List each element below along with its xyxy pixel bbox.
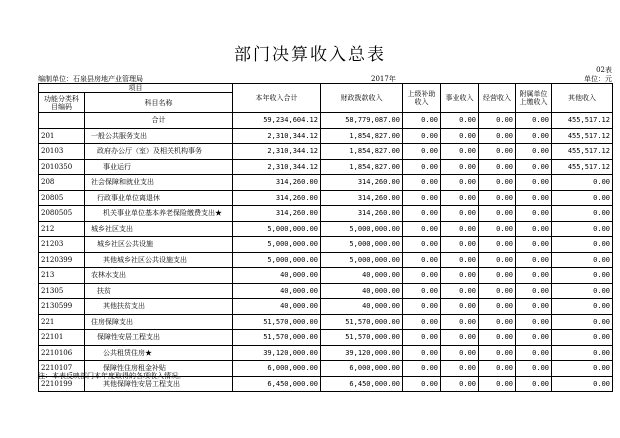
cell-superior: 0.00 <box>403 190 441 206</box>
cell-total: 5,000,000.00 <box>233 221 321 237</box>
cell-total: 6,450,000.00 <box>233 376 321 392</box>
cell-fiscal: 1,854,827.00 <box>321 128 403 144</box>
cell-name: 其他保障性安居工程支出 <box>85 376 233 392</box>
cell-fiscal: 314,260.00 <box>321 206 403 222</box>
cell-operating: 0.00 <box>479 376 516 392</box>
cell-business: 0.00 <box>441 190 479 206</box>
organization-label: 编制单位：石泉县房地产业管理局 <box>38 75 143 83</box>
cell-operating: 0.00 <box>479 206 516 222</box>
cell-total: 314,260.00 <box>233 206 321 222</box>
cell-fiscal: 5,000,000.00 <box>321 237 403 253</box>
cell-operating: 0.00 <box>479 128 516 144</box>
cell-fiscal: 1,854,827.00 <box>321 159 403 175</box>
cell-operating: 0.00 <box>479 283 516 299</box>
cell-business: 0.00 <box>441 268 479 284</box>
cell-other: 455,517.12 <box>552 159 613 175</box>
cell-name: 机关事业单位基本养老保险缴费支出★ <box>85 206 233 222</box>
cell-total: 40,000.00 <box>233 299 321 315</box>
cell-name: 城乡社区公共设施 <box>85 237 233 253</box>
cell-affiliated: 0.00 <box>516 113 552 129</box>
table-row <box>39 314 613 330</box>
header-business: 事业收入 <box>441 84 479 113</box>
cell-fiscal: 314,260.00 <box>321 175 403 191</box>
table-row <box>39 221 613 237</box>
table-row <box>39 206 613 222</box>
cell-total: 314,260.00 <box>233 190 321 206</box>
cell-superior: 0.00 <box>403 128 441 144</box>
cell-business: 0.00 <box>441 283 479 299</box>
cell-affiliated: 0.00 <box>516 376 552 392</box>
cell-other: 0.00 <box>552 376 613 392</box>
cell-other: 0.00 <box>552 268 613 284</box>
cell-code: 2130599 <box>39 299 85 315</box>
cell-fiscal: 6,450,000.00 <box>321 376 403 392</box>
cell-other: 0.00 <box>552 314 613 330</box>
cell-code: 212 <box>39 221 85 237</box>
cell-fiscal: 40,000.00 <box>321 268 403 284</box>
cell-affiliated: 0.00 <box>516 252 552 268</box>
cell-total: 40,000.00 <box>233 268 321 284</box>
cell-name: 其他城乡社区公共设施支出 <box>85 252 233 268</box>
cell-name: 政府办公厅（室）及相关机构事务 <box>85 144 233 160</box>
cell-fiscal: 314,260.00 <box>321 190 403 206</box>
cell-code: 20103 <box>39 144 85 160</box>
currency-unit-label: 单位：元 <box>584 75 612 83</box>
cell-total: 2,310,344.12 <box>233 144 321 160</box>
cell-total: 51,570,000.00 <box>233 330 321 346</box>
cell-total: 314,260.00 <box>233 175 321 191</box>
header-project: 项目 <box>39 84 233 93</box>
cell-total: 40,000.00 <box>233 283 321 299</box>
cell-code: 2010350 <box>39 159 85 175</box>
cell-operating: 0.00 <box>479 237 516 253</box>
cell-superior: 0.00 <box>403 283 441 299</box>
cell-other: 0.00 <box>552 299 613 315</box>
cell-superior: 0.00 <box>403 314 441 330</box>
cell-code: 21203 <box>39 237 85 253</box>
cell-business: 0.00 <box>441 113 479 129</box>
cell-business: 0.00 <box>441 159 479 175</box>
cell-name: 行政事业单位离退休 <box>85 190 233 206</box>
cell-operating: 0.00 <box>479 314 516 330</box>
cell-fiscal: 39,120,000.00 <box>321 345 403 361</box>
table-row <box>39 237 613 253</box>
cell-total: 59,234,604.12 <box>233 113 321 129</box>
cell-code: 208 <box>39 175 85 191</box>
footnote: 注：本表反映部门本年度取得的各项收入情况。 <box>38 372 185 380</box>
cell-total: 6,000,000.00 <box>233 361 321 377</box>
cell-name: 社会保障和就业支出 <box>85 175 233 191</box>
header-affiliated: 附属单位上缴收入 <box>516 84 552 113</box>
table-row <box>39 144 613 160</box>
cell-other: 0.00 <box>552 252 613 268</box>
cell-fiscal: 58,779,087.00 <box>321 113 403 129</box>
cell-total: 5,000,000.00 <box>233 252 321 268</box>
cell-affiliated: 0.00 <box>516 345 552 361</box>
year-label: 2017年 <box>371 75 396 83</box>
cell-superior: 0.00 <box>403 345 441 361</box>
cell-name: 城乡社区支出 <box>85 221 233 237</box>
cell-code <box>39 113 85 129</box>
header-code: 功能分类科目编码 <box>39 93 85 113</box>
cell-affiliated: 0.00 <box>516 206 552 222</box>
cell-business: 0.00 <box>441 345 479 361</box>
cell-superior: 0.00 <box>403 221 441 237</box>
cell-business: 0.00 <box>441 314 479 330</box>
cell-code: 21305 <box>39 283 85 299</box>
cell-business: 0.00 <box>441 252 479 268</box>
cell-superior: 0.00 <box>403 376 441 392</box>
cell-affiliated: 0.00 <box>516 299 552 315</box>
page-title: 部门决算收入总表 <box>234 45 386 65</box>
cell-name: 住房保障支出 <box>85 314 233 330</box>
cell-name: 保障性安居工程支出 <box>85 330 233 346</box>
form-number: 02表 <box>596 66 612 74</box>
cell-other: 0.00 <box>552 221 613 237</box>
cell-other: 0.00 <box>552 283 613 299</box>
cell-affiliated: 0.00 <box>516 221 552 237</box>
cell-operating: 0.00 <box>479 159 516 175</box>
cell-business: 0.00 <box>441 144 479 160</box>
cell-fiscal: 6,000,000.00 <box>321 361 403 377</box>
cell-business: 0.00 <box>441 206 479 222</box>
cell-superior: 0.00 <box>403 299 441 315</box>
cell-business: 0.00 <box>441 237 479 253</box>
cell-superior: 0.00 <box>403 252 441 268</box>
cell-other: 0.00 <box>552 345 613 361</box>
cell-name: 农林水支出 <box>85 268 233 284</box>
cell-affiliated: 0.00 <box>516 330 552 346</box>
header-superior: 上级补助收入 <box>403 84 441 113</box>
cell-code: 201 <box>39 128 85 144</box>
cell-fiscal: 51,570,000.00 <box>321 330 403 346</box>
cell-operating: 0.00 <box>479 345 516 361</box>
cell-operating: 0.00 <box>479 299 516 315</box>
cell-affiliated: 0.00 <box>516 159 552 175</box>
cell-fiscal: 51,570,000.00 <box>321 314 403 330</box>
cell-operating: 0.00 <box>479 113 516 129</box>
cell-name: 事业运行 <box>85 159 233 175</box>
header-name: 科目名称 <box>85 93 233 113</box>
cell-operating: 0.00 <box>479 252 516 268</box>
cell-operating: 0.00 <box>479 268 516 284</box>
header-other: 其他收入 <box>552 84 613 113</box>
cell-other: 0.00 <box>552 237 613 253</box>
cell-business: 0.00 <box>441 175 479 191</box>
cell-fiscal: 5,000,000.00 <box>321 252 403 268</box>
cell-affiliated: 0.00 <box>516 128 552 144</box>
cell-other: 455,517.12 <box>552 128 613 144</box>
cell-other: 0.00 <box>552 175 613 191</box>
cell-total: 5,000,000.00 <box>233 237 321 253</box>
table-header <box>39 84 613 113</box>
cell-name: 保障性住房租金补贴 <box>85 361 233 377</box>
header-operating: 经营收入 <box>479 84 516 113</box>
cell-business: 0.00 <box>441 330 479 346</box>
cell-other: 0.00 <box>552 190 613 206</box>
cell-code: 20805 <box>39 190 85 206</box>
cell-code: 2210107 <box>39 361 85 377</box>
income-summary-table <box>38 83 613 392</box>
cell-affiliated: 0.00 <box>516 283 552 299</box>
cell-superior: 0.00 <box>403 268 441 284</box>
cell-code: 2080505 <box>39 206 85 222</box>
cell-operating: 0.00 <box>479 175 516 191</box>
cell-name: 其他扶贫支出 <box>85 299 233 315</box>
cell-affiliated: 0.00 <box>516 237 552 253</box>
table-row <box>39 299 613 315</box>
cell-superior: 0.00 <box>403 113 441 129</box>
cell-name: 合计 <box>85 113 233 129</box>
cell-other: 0.00 <box>552 330 613 346</box>
cell-superior: 0.00 <box>403 206 441 222</box>
cell-name: 公共租赁住房★ <box>85 345 233 361</box>
cell-operating: 0.00 <box>479 361 516 377</box>
cell-affiliated: 0.00 <box>516 314 552 330</box>
cell-code: 2210106 <box>39 345 85 361</box>
cell-code: 213 <box>39 268 85 284</box>
cell-operating: 0.00 <box>479 144 516 160</box>
table-row <box>39 330 613 346</box>
table-body <box>39 113 613 392</box>
cell-business: 0.00 <box>441 128 479 144</box>
cell-affiliated: 0.00 <box>516 190 552 206</box>
cell-total: 39,120,000.00 <box>233 345 321 361</box>
header-fiscal: 财政拨款收入 <box>321 84 403 113</box>
cell-other: 455,517.12 <box>552 144 613 160</box>
cell-affiliated: 0.00 <box>516 361 552 377</box>
cell-superior: 0.00 <box>403 159 441 175</box>
cell-total: 51,570,000.00 <box>233 314 321 330</box>
cell-operating: 0.00 <box>479 330 516 346</box>
cell-business: 0.00 <box>441 361 479 377</box>
cell-other: 455,517.12 <box>552 113 613 129</box>
table-row <box>39 252 613 268</box>
cell-business: 0.00 <box>441 221 479 237</box>
total-row <box>39 113 613 129</box>
cell-affiliated: 0.00 <box>516 268 552 284</box>
cell-name: 扶贫 <box>85 283 233 299</box>
cell-fiscal: 1,854,827.00 <box>321 144 403 160</box>
cell-affiliated: 0.00 <box>516 175 552 191</box>
cell-superior: 0.00 <box>403 330 441 346</box>
cell-code: 2210199 <box>39 376 85 392</box>
cell-superior: 0.00 <box>403 175 441 191</box>
cell-operating: 0.00 <box>479 221 516 237</box>
table-row <box>39 159 613 175</box>
cell-total: 2,310,344.12 <box>233 159 321 175</box>
table-row <box>39 345 613 361</box>
table-row <box>39 190 613 206</box>
cell-superior: 0.00 <box>403 237 441 253</box>
cell-affiliated: 0.00 <box>516 144 552 160</box>
cell-code: 2120399 <box>39 252 85 268</box>
cell-name: 一般公共服务支出 <box>85 128 233 144</box>
table-row <box>39 283 613 299</box>
cell-operating: 0.00 <box>479 190 516 206</box>
cell-other: 0.00 <box>552 206 613 222</box>
cell-fiscal: 5,000,000.00 <box>321 221 403 237</box>
cell-code: 22101 <box>39 330 85 346</box>
header-total: 本年收入合计 <box>233 84 321 113</box>
cell-superior: 0.00 <box>403 144 441 160</box>
cell-other: 0.00 <box>552 361 613 377</box>
cell-fiscal: 40,000.00 <box>321 283 403 299</box>
table-row <box>39 175 613 191</box>
cell-superior: 0.00 <box>403 361 441 377</box>
table-row <box>39 268 613 284</box>
cell-fiscal: 40,000.00 <box>321 299 403 315</box>
cell-business: 0.00 <box>441 376 479 392</box>
cell-total: 2,310,344.12 <box>233 128 321 144</box>
cell-business: 0.00 <box>441 299 479 315</box>
table-row <box>39 128 613 144</box>
cell-code: 221 <box>39 314 85 330</box>
